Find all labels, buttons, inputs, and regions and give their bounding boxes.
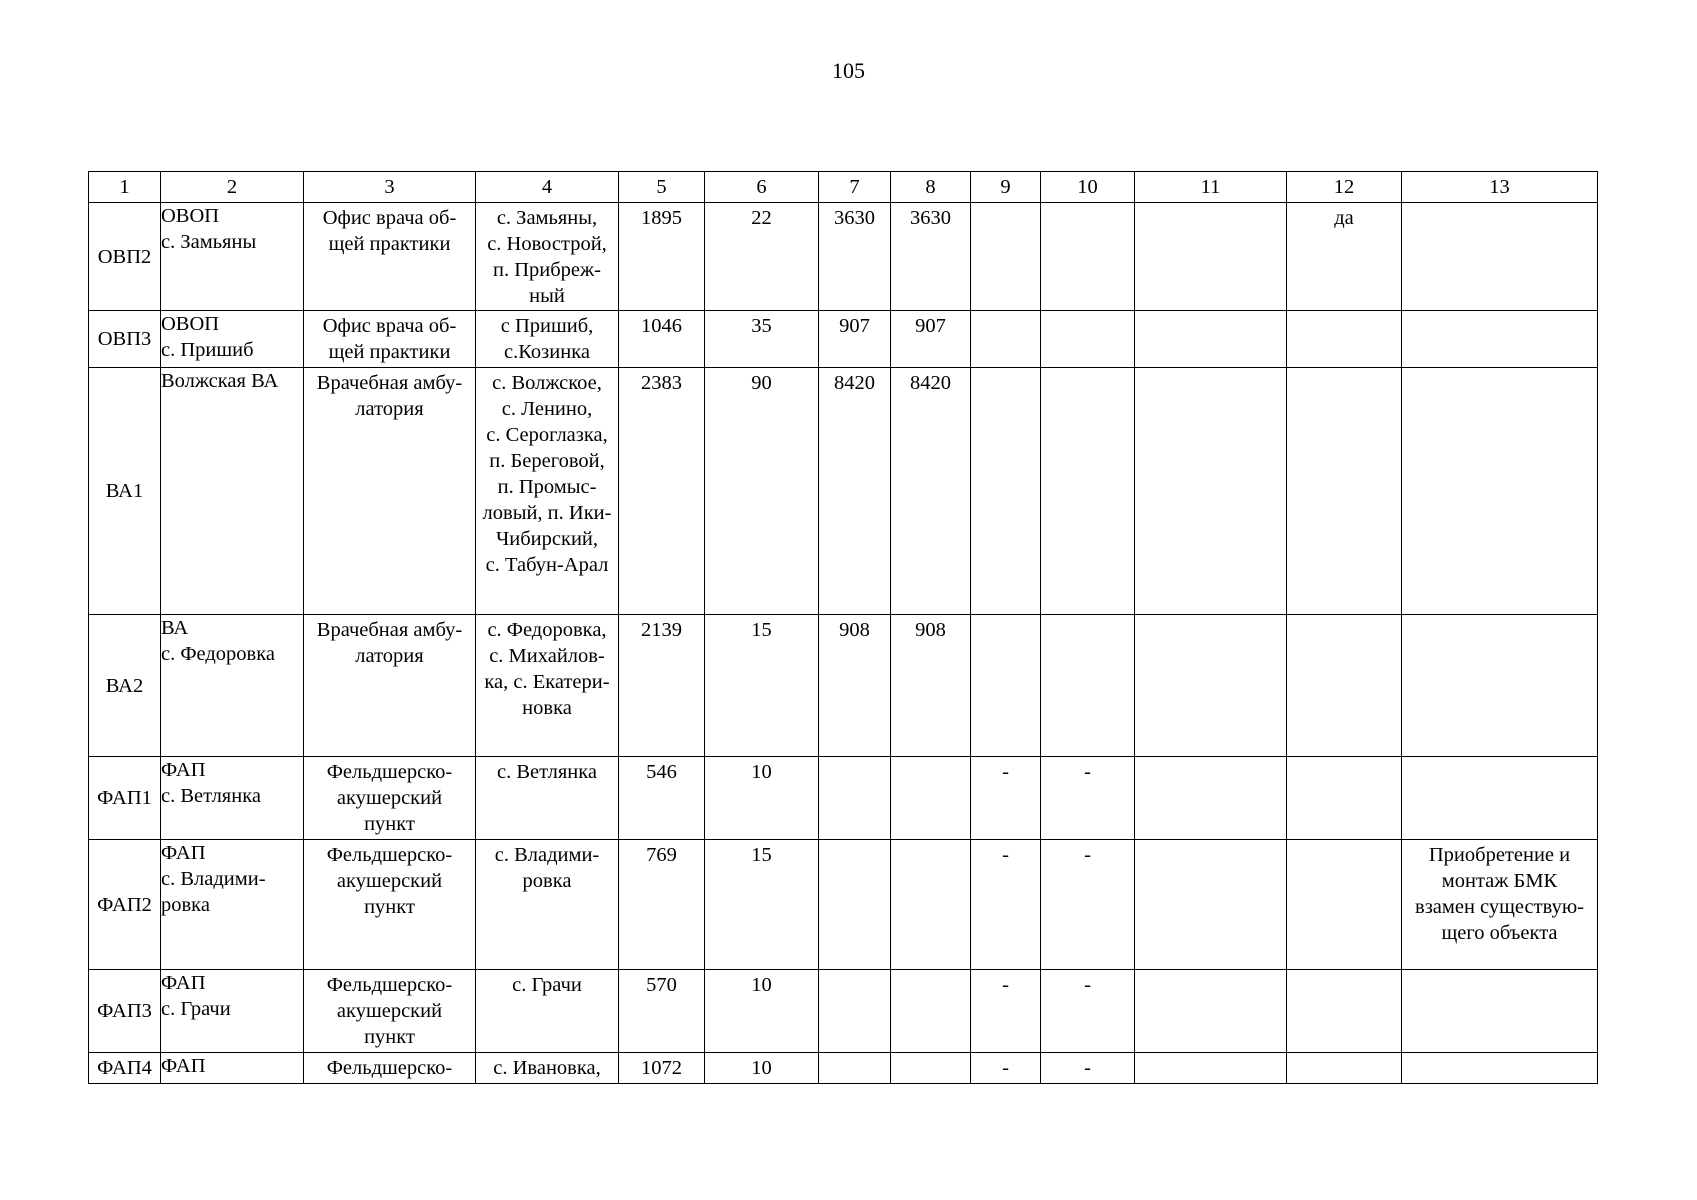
cell-population	[619, 203, 705, 311]
cell-distance	[705, 615, 819, 757]
cell-settlements	[476, 368, 619, 615]
cell-text: Волжская ВА	[161, 370, 279, 392]
cell-text	[1402, 757, 1597, 759]
cell-text: Офис врача об- щей практики	[322, 315, 457, 363]
cell-population	[619, 757, 705, 840]
cell-text: 15	[751, 844, 772, 866]
cell-col12	[1287, 203, 1402, 311]
cell-text: ВА2	[105, 674, 144, 697]
cell-text	[1135, 203, 1286, 205]
cell-text: -	[1084, 974, 1091, 996]
cell-text: -	[1084, 844, 1091, 866]
cell-text: ОВОП с. Пришиб	[161, 313, 254, 361]
cell-col8	[891, 368, 971, 615]
cell-text: ФАП с. Грачи	[161, 972, 231, 1020]
cell-notes	[1402, 1053, 1598, 1084]
cell-col12	[1287, 368, 1402, 615]
cell-col12	[1287, 311, 1402, 368]
table-row	[89, 615, 1598, 757]
cell-col9	[971, 840, 1041, 970]
cell-col7	[819, 311, 891, 368]
cell-text	[1402, 203, 1597, 205]
cell-col10	[1041, 1053, 1135, 1084]
table-row	[89, 840, 1598, 970]
cell-notes	[1402, 203, 1598, 311]
cell-code	[89, 203, 161, 311]
cell-col11	[1135, 757, 1287, 840]
cell-col8	[891, 840, 971, 970]
cell-text: Фельдшерско-	[326, 1057, 453, 1079]
column-header-10: 10	[1041, 172, 1135, 203]
cell-settlements	[476, 757, 619, 840]
cell-text: 10	[751, 761, 772, 783]
cell-col8	[891, 1053, 971, 1084]
cell-settlements	[476, 311, 619, 368]
cell-col10	[1041, 615, 1135, 757]
cell-text	[1287, 840, 1401, 842]
cell-code	[89, 368, 161, 615]
facilities-table	[88, 171, 1598, 1084]
cell-text: 546	[646, 761, 677, 783]
cell-col11	[1135, 615, 1287, 757]
cell-distance	[705, 368, 819, 615]
cell-text	[1402, 368, 1597, 370]
cell-text: -	[1002, 844, 1009, 866]
cell-name	[161, 203, 304, 311]
column-header-1: 1	[89, 172, 161, 203]
cell-col10	[1041, 840, 1135, 970]
cell-text	[1041, 615, 1134, 617]
cell-col9	[971, 757, 1041, 840]
cell-col7	[819, 203, 891, 311]
column-header-13: 13	[1402, 172, 1598, 203]
cell-col10	[1041, 970, 1135, 1053]
cell-type	[304, 615, 476, 757]
cell-text: с. Волжское, с. Ленино, с. Сероглазка, п. Береговой, п. Промыс- ловый, п. Ики- Чибирский, с. Табун-Арал	[482, 372, 612, 576]
cell-col12	[1287, 840, 1402, 970]
cell-text: 1072	[641, 1057, 682, 1079]
cell-settlements	[476, 1053, 619, 1084]
cell-population	[619, 970, 705, 1053]
cell-col9	[971, 368, 1041, 615]
cell-text: 908	[915, 619, 946, 641]
cell-col10	[1041, 757, 1135, 840]
cell-col7	[819, 970, 891, 1053]
cell-distance	[705, 840, 819, 970]
cell-text	[1135, 368, 1286, 370]
cell-text	[1287, 1053, 1401, 1055]
cell-name	[161, 311, 304, 368]
cell-text: Фельдшерско- акушерский пункт	[326, 761, 453, 835]
cell-settlements	[476, 615, 619, 757]
cell-text: 3630	[834, 207, 875, 229]
cell-text	[1402, 311, 1597, 313]
cell-text: ФАП с. Ветлянка	[161, 759, 261, 807]
cell-name	[161, 757, 304, 840]
cell-col12	[1287, 970, 1402, 1053]
column-header-2: 2	[161, 172, 304, 203]
cell-col9	[971, 203, 1041, 311]
cell-text	[891, 840, 970, 842]
table-row	[89, 970, 1598, 1053]
cell-text: -	[1002, 761, 1009, 783]
cell-text: ФАП	[161, 1055, 206, 1077]
cell-text: -	[1084, 1057, 1091, 1079]
cell-text: ОВП3	[97, 328, 152, 350]
column-header-7: 7	[819, 172, 891, 203]
cell-col8	[891, 757, 971, 840]
cell-text: 8420	[834, 372, 875, 394]
column-header-11: 11	[1135, 172, 1287, 203]
cell-text: 15	[751, 619, 772, 641]
cell-population	[619, 311, 705, 368]
cell-notes	[1402, 840, 1598, 970]
cell-text	[1041, 368, 1134, 370]
cell-col12	[1287, 1053, 1402, 1084]
cell-code	[89, 840, 161, 970]
cell-text: с. Федоровка, с. Михайлов- ка, с. Екатери- новка	[484, 619, 610, 719]
cell-text: ФАП4	[97, 1057, 152, 1079]
cell-text: 90	[751, 372, 772, 394]
cell-name	[161, 1053, 304, 1084]
cell-text: с. Владими- ровка	[494, 844, 600, 892]
column-header-8: 8	[891, 172, 971, 203]
cell-text: ФАП с. Владими- ровка	[161, 842, 266, 916]
cell-text: -	[1084, 761, 1091, 783]
cell-col11	[1135, 311, 1287, 368]
cell-text	[971, 615, 1040, 617]
cell-text: с Пришиб, с.Козинка	[500, 315, 594, 363]
cell-text	[1287, 757, 1401, 759]
cell-text	[819, 757, 890, 759]
table-row	[89, 203, 1598, 311]
column-header-9: 9	[971, 172, 1041, 203]
cell-text	[1402, 970, 1597, 972]
cell-distance	[705, 1053, 819, 1084]
cell-population	[619, 1053, 705, 1084]
cell-distance	[705, 203, 819, 311]
cell-name	[161, 368, 304, 615]
cell-col8	[891, 311, 971, 368]
cell-text: с. Грачи	[512, 974, 582, 996]
cell-text: 22	[751, 207, 772, 229]
cell-notes	[1402, 311, 1598, 368]
cell-text: 10	[751, 1057, 772, 1079]
cell-type	[304, 311, 476, 368]
column-header-4: 4	[476, 172, 619, 203]
cell-name	[161, 970, 304, 1053]
cell-text	[1287, 368, 1401, 370]
cell-col8	[891, 970, 971, 1053]
cell-text: с. Ивановка,	[493, 1057, 601, 1079]
cell-text: Фельдшерско- акушерский пункт	[326, 844, 453, 918]
cell-type	[304, 840, 476, 970]
cell-text	[1135, 757, 1286, 759]
cell-text	[1135, 840, 1286, 842]
column-header-3: 3	[304, 172, 476, 203]
cell-text	[819, 840, 890, 842]
cell-notes	[1402, 757, 1598, 840]
table-row	[89, 1053, 1598, 1084]
cell-code	[89, 970, 161, 1053]
cell-text	[971, 311, 1040, 313]
cell-col11	[1135, 970, 1287, 1053]
cell-col9	[971, 970, 1041, 1053]
cell-col12	[1287, 757, 1402, 840]
cell-text: да	[1334, 207, 1354, 229]
cell-settlements	[476, 840, 619, 970]
cell-text: 769	[646, 844, 677, 866]
cell-col11	[1135, 1053, 1287, 1084]
cell-name	[161, 615, 304, 757]
cell-text: 1046	[641, 315, 682, 337]
cell-distance	[705, 970, 819, 1053]
cell-text	[891, 970, 970, 972]
cell-population	[619, 368, 705, 615]
cell-text	[1135, 1053, 1286, 1055]
cell-type	[304, 1053, 476, 1084]
cell-text: 3630	[910, 207, 951, 229]
cell-type	[304, 970, 476, 1053]
cell-text	[1287, 311, 1401, 313]
cell-text: ФАП2	[97, 893, 152, 916]
cell-text: 2383	[641, 372, 682, 394]
cell-text: ФАП1	[97, 787, 152, 809]
cell-text: с. Ветлянка	[497, 761, 597, 783]
cell-population	[619, 615, 705, 757]
cell-col11	[1135, 840, 1287, 970]
cell-text: ВА с. Федоровка	[161, 617, 275, 665]
cell-col9	[971, 1053, 1041, 1084]
cell-text	[891, 757, 970, 759]
column-header-5: 5	[619, 172, 705, 203]
column-header-12: 12	[1287, 172, 1402, 203]
cell-code	[89, 311, 161, 368]
cell-text: 1895	[641, 207, 682, 229]
page-number: 105	[832, 58, 865, 83]
cell-text	[1135, 970, 1286, 972]
table-row	[89, 368, 1598, 615]
cell-text: с. Замьяны, с. Новострой, п. Прибреж- ный	[487, 207, 607, 307]
cell-text	[1041, 203, 1134, 205]
cell-col7	[819, 615, 891, 757]
cell-text	[1402, 615, 1597, 617]
cell-col9	[971, 615, 1041, 757]
cell-text	[971, 368, 1040, 370]
cell-col11	[1135, 203, 1287, 311]
cell-col9	[971, 311, 1041, 368]
cell-text: 35	[751, 315, 772, 337]
cell-text	[819, 1053, 890, 1055]
cell-text: ОВП2	[97, 245, 152, 268]
cell-text	[1287, 970, 1401, 972]
cell-text: Фельдшерско- акушерский пункт	[326, 974, 453, 1048]
cell-text	[891, 1053, 970, 1055]
cell-text: Врачебная амбу- латория	[316, 619, 463, 667]
cell-text	[1135, 615, 1286, 617]
cell-text	[1287, 615, 1401, 617]
cell-text: 2139	[641, 619, 682, 641]
cell-text: 570	[646, 974, 677, 996]
cell-notes	[1402, 368, 1598, 615]
cell-text: 908	[839, 619, 870, 641]
cell-type	[304, 203, 476, 311]
cell-settlements	[476, 970, 619, 1053]
cell-col7	[819, 1053, 891, 1084]
cell-text: ВА1	[105, 480, 144, 502]
cell-distance	[705, 757, 819, 840]
cell-text	[1041, 311, 1134, 313]
cell-type	[304, 368, 476, 615]
cell-text: Приобретение и монтаж БМК взамен существую- щего объекта	[1415, 844, 1584, 944]
cell-code	[89, 757, 161, 840]
cell-text: ОВОП с. Замьяны	[161, 205, 257, 253]
cell-col8	[891, 203, 971, 311]
cell-col7	[819, 757, 891, 840]
cell-code	[89, 615, 161, 757]
cell-col7	[819, 840, 891, 970]
cell-text: ФАП3	[97, 1000, 152, 1022]
cell-code	[89, 1053, 161, 1084]
table-header-row	[89, 172, 1598, 203]
cell-col12	[1287, 615, 1402, 757]
cell-col11	[1135, 368, 1287, 615]
cell-text: Офис врача об- щей практики	[322, 207, 457, 255]
cell-col7	[819, 368, 891, 615]
cell-text: 8420	[910, 372, 951, 394]
cell-text: -	[1002, 1057, 1009, 1079]
cell-text	[971, 203, 1040, 205]
cell-text: Врачебная амбу- латория	[316, 372, 463, 420]
cell-text	[819, 970, 890, 972]
cell-type	[304, 757, 476, 840]
cell-text: 10	[751, 974, 772, 996]
column-header-6: 6	[705, 172, 819, 203]
cell-settlements	[476, 203, 619, 311]
cell-text: 907	[839, 315, 870, 337]
table-row	[89, 757, 1598, 840]
cell-distance	[705, 311, 819, 368]
cell-notes	[1402, 970, 1598, 1053]
cell-col10	[1041, 311, 1135, 368]
table-row	[89, 311, 1598, 368]
cell-population	[619, 840, 705, 970]
cell-name	[161, 840, 304, 970]
cell-text	[1135, 311, 1286, 313]
cell-col10	[1041, 203, 1135, 311]
cell-text: 907	[915, 315, 946, 337]
cell-text: -	[1002, 974, 1009, 996]
cell-text	[1402, 1053, 1597, 1055]
cell-col10	[1041, 368, 1135, 615]
cell-col8	[891, 615, 971, 757]
cell-notes	[1402, 615, 1598, 757]
